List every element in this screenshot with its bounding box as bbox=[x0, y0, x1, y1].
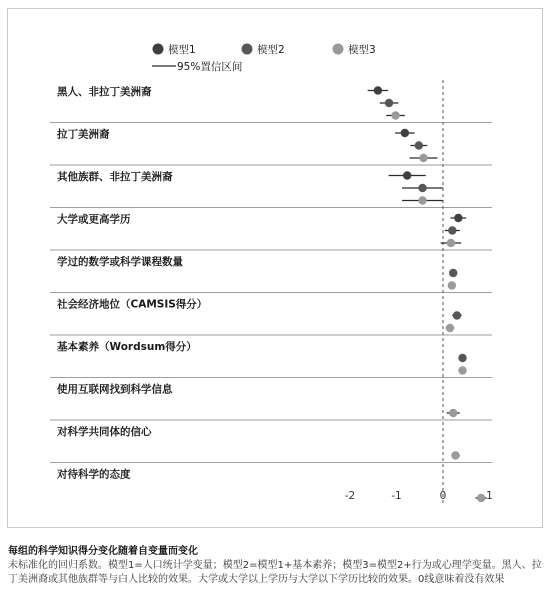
point-estimate bbox=[391, 111, 399, 119]
category-label: 学过的数学或科学课程数量 bbox=[57, 256, 183, 268]
point-estimate bbox=[419, 154, 427, 162]
point-estimate bbox=[477, 494, 485, 502]
point-estimate bbox=[403, 171, 411, 179]
legend-label: 模型3 bbox=[348, 44, 376, 56]
category-label: 对科学共同体的信心 bbox=[57, 426, 152, 438]
point-estimate bbox=[385, 99, 393, 107]
category-label: 拉丁美洲裔 bbox=[57, 128, 110, 141]
point-estimate bbox=[449, 269, 457, 277]
legend-marker bbox=[242, 44, 253, 55]
category-labels bbox=[56, 85, 207, 481]
legend-marker bbox=[153, 44, 164, 55]
legend-label: 模型1 bbox=[168, 44, 196, 56]
point-estimate bbox=[418, 184, 426, 192]
point-estimate bbox=[454, 214, 462, 222]
point-estimate bbox=[458, 366, 466, 374]
figure-caption bbox=[8, 545, 542, 587]
x-axis-ticks bbox=[345, 490, 493, 502]
category-label: 使用互联网找到科学信息 bbox=[57, 383, 173, 396]
legend-label: 模型2 bbox=[257, 44, 285, 56]
point-estimate bbox=[415, 141, 423, 149]
point-estimate bbox=[447, 239, 455, 247]
point-estimate bbox=[458, 354, 466, 362]
category-label: 基本素养（Wordsum得分） bbox=[57, 341, 197, 353]
legend-marker bbox=[333, 44, 344, 55]
data-marks bbox=[368, 86, 487, 502]
category-label: 大学或更高学历 bbox=[57, 213, 131, 226]
point-estimate bbox=[448, 226, 456, 234]
point-estimate bbox=[451, 451, 459, 459]
caption-title: 每组的科学知识得分变化随着自变量而变化 bbox=[8, 546, 198, 557]
legend bbox=[152, 43, 376, 73]
point-estimate bbox=[449, 409, 457, 417]
caption-body: 未标准化的回归系数。模型1=人口统计学变量；模型2=模型1+基本素养；模型3=模型2+行为或心理学变量。黑人、拉丁美洲裔或其他族群等与白人比较的效果。大学或大学以上学历与大学以下学历比较的效果。0线意味着没有效果 bbox=[8, 560, 542, 585]
x-tick-label: -1 bbox=[391, 490, 402, 502]
category-label: 社会经济地位（CAMSIS得分） bbox=[57, 298, 208, 311]
x-tick-label: 0 bbox=[439, 490, 447, 502]
point-estimate bbox=[448, 281, 456, 289]
point-estimate bbox=[374, 86, 382, 94]
point-estimate bbox=[418, 196, 426, 204]
x-tick-label: -2 bbox=[344, 490, 356, 502]
point-estimate bbox=[446, 324, 454, 332]
x-tick-label: 1 bbox=[486, 490, 493, 502]
point-estimate bbox=[401, 129, 409, 137]
category-label: 对待科学的态度 bbox=[57, 468, 131, 481]
category-label: 黑人、非拉丁美洲裔 bbox=[57, 86, 152, 98]
point-estimate bbox=[453, 311, 461, 319]
legend-ci-label: 95%置信区间 bbox=[177, 61, 243, 73]
category-label: 其他族群、非拉丁美洲裔 bbox=[57, 171, 173, 183]
